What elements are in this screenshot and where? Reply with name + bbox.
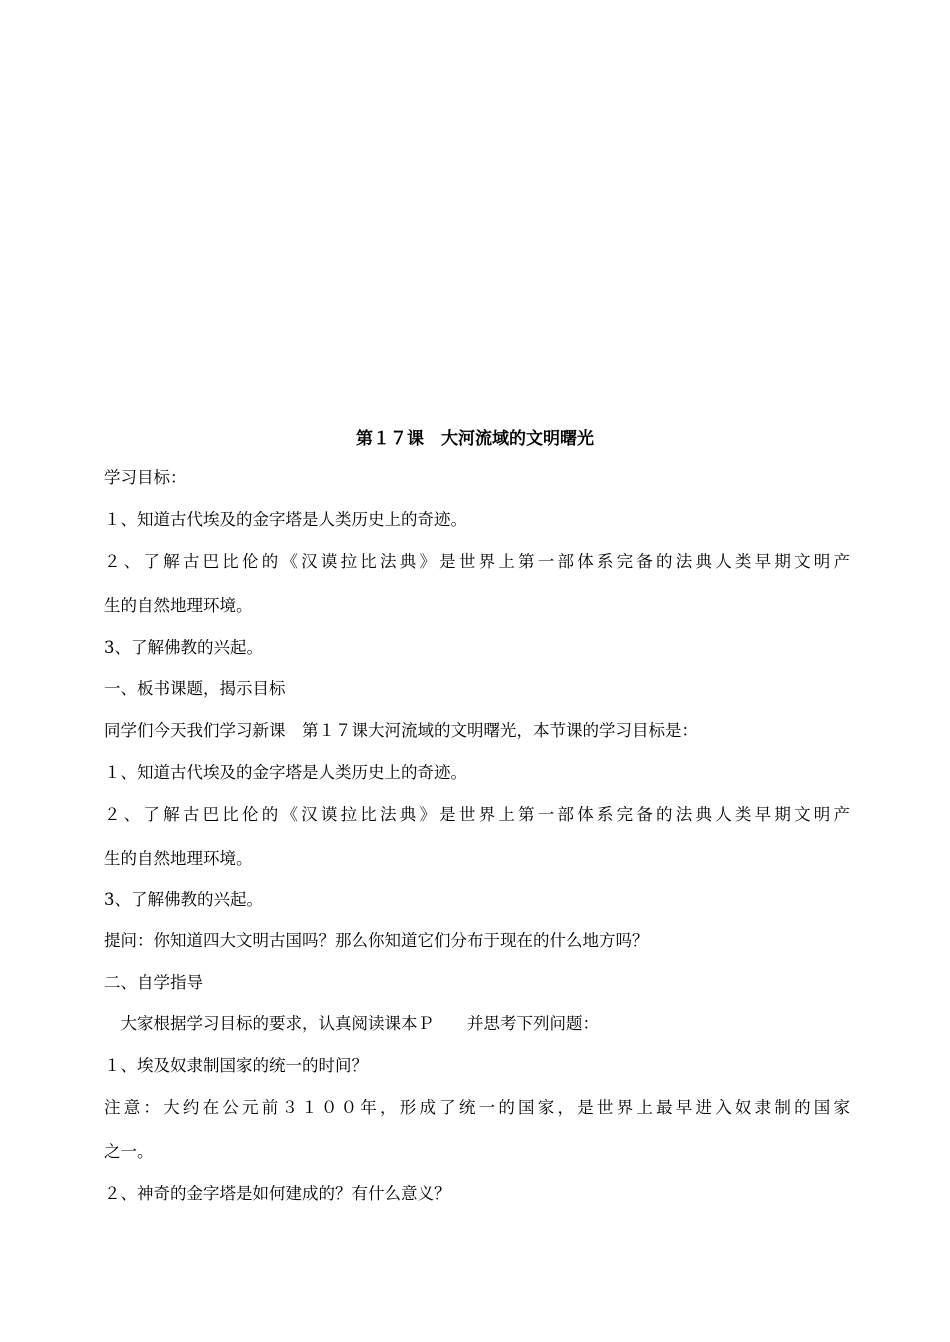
paragraph-line: 二、自学指导 <box>104 973 203 992</box>
paragraph-line: 生的自然地理环境。 <box>104 596 253 615</box>
paragraph-line: １、知道古代埃及的金字塔是人类历史上的奇迹。 <box>104 763 467 782</box>
paragraph-line: １、知道古代埃及的金字塔是人类历史上的奇迹。 <box>104 510 467 529</box>
paragraph-line: 学习目标： <box>104 468 187 487</box>
paragraph-line: 之一。 <box>104 1142 154 1161</box>
paragraph-line: 一、板书课题，揭示目标 <box>104 679 286 698</box>
paragraph-line: 提问：你知道四大文明古国吗？那么你知道它们分布于现在的什么地方吗？ <box>104 931 649 950</box>
paragraph-line: ２、了解古巴比伦的《汉谟拉比法典》是世界上第一部体系完备的法典人类早期文明产 <box>104 552 850 571</box>
paragraph-line: 大家根据学习目标的要求，认真阅读课本Ｐ 并思考下列问题： <box>104 1014 599 1033</box>
paragraph-line: 生的自然地理环境。 <box>104 849 253 868</box>
paragraph-line: 注意：大约在公元前３１００年，形成了统一的国家，是世界上最早进入奴隶制的国家 <box>104 1098 850 1117</box>
paragraph-line: ２、了解古巴比伦的《汉谟拉比法典》是世界上第一部体系完备的法典人类早期文明产 <box>104 805 850 824</box>
paragraph-line: 3、了解佛教的兴起。 <box>104 638 263 657</box>
paragraph-line: 同学们今天我们学习新课 第１７课大河流域的文明曙光，本节课的学习目标是： <box>104 721 698 740</box>
paragraph-line: ２、神奇的金字塔是如何建成的？有什么意义？ <box>104 1184 451 1203</box>
paragraph-line: １、埃及奴隶制国家的统一的时间？ <box>104 1056 368 1075</box>
paragraph-line: 3、了解佛教的兴起。 <box>104 890 263 909</box>
page-title: 第１７课 大河流域的文明曙光 <box>356 429 594 449</box>
